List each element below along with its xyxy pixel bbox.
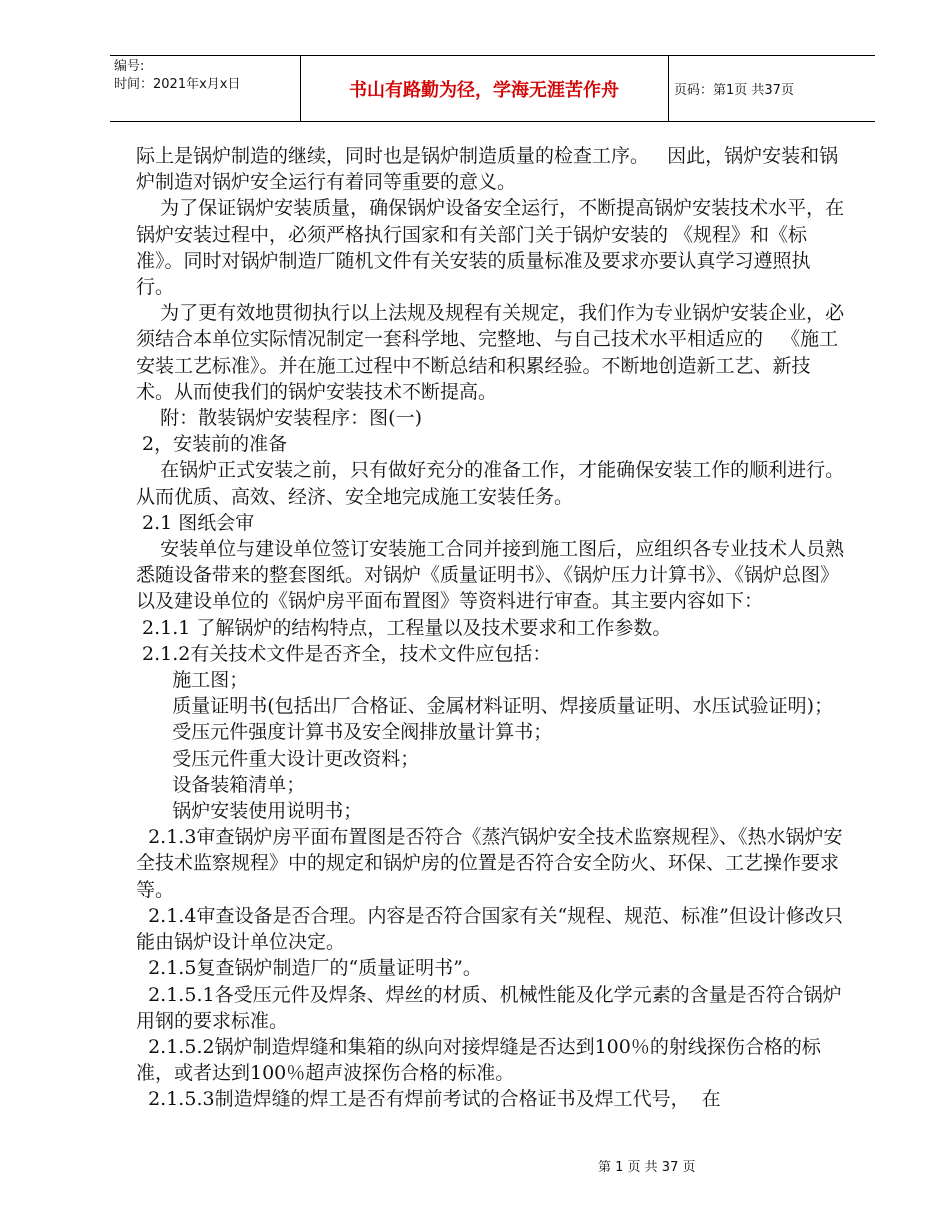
- paragraph: 安装单位与建设单位签订安装施工合同并接到施工图后，应组织各专业技术人员熟悉随设备带来的整套图纸。对锅炉《质量证明书》、《锅炉压力计算书》、《锅炉总图》以及建设单位的《锅炉房平面布置图》等资料进行审查。其主要内容如下：: [136, 538, 845, 613]
- header-meta: [114, 58, 240, 94]
- header-motto: 书山有路勤为径，学海无涯苦作舟: [349, 80, 619, 101]
- paragraph: 附：散装锅炉安装程序：图(一): [136, 407, 422, 430]
- paragraph: 2.1.4审查设备是否合理。内容是否符合国家有关“规程、规范、标准”但设计修改只能由锅炉设计单位决定。: [136, 904, 843, 954]
- document-number-label: 编号:: [114, 59, 145, 74]
- header-bottom-rule: [110, 121, 875, 122]
- paragraph: 2.1.5.2锅炉制造焊缝和集箱的纵向对接焊缝是否达到100％的射线探伤合格的标准，或者达到100％超声波探伤合格的标准。: [136, 1035, 821, 1085]
- list-item: 锅炉安装使用说明书；: [136, 800, 363, 823]
- list-item: 施工图；: [136, 669, 249, 692]
- paragraph: 为了更有效地贯彻执行以上法规及规程有关规定，我们作为专业锅炉安装企业，必须结合本单位实际情况制定一套科学地、完整地、与自己技术水平相适应的 《施工安装工艺标准》。并在施工过程中不断总结和积累经验。不断地创造新工艺、新技术。从而使我们的锅炉安装技术不断提高。: [136, 302, 845, 403]
- document-time-label: 时间：2021年x月x日: [114, 77, 241, 92]
- header-top-rule: [110, 55, 875, 56]
- paragraph: 际上是锅炉制造的继续，同时也是锅炉制造质量的检查工序。 因此，锅炉安装和锅炉制造对锅炉安全运行有着同等重要的意义。: [136, 145, 839, 194]
- paragraph: 为了保证锅炉安装质量，确保锅炉设备安全运行，不断提高锅炉安装技术水平，在锅炉安装过程中，必须严格执行国家和有关部门关于锅炉安装的 《规程》和《标准》。同时对锅炉制造厂随机文件有关安装的质量标准及要求亦要认真学习遵照执行。: [136, 197, 845, 299]
- paragraph: 2.1.5.3制造焊缝的焊工是否有焊前考试的合格证书及焊工代号， 在: [136, 1088, 721, 1111]
- paragraph: 在锅炉正式安装之前，只有做好充分的准备工作，才能确保安装工作的顺利进行。从而优质、高效、经济、安全地完成施工安装任务。: [136, 459, 845, 508]
- document-body: [136, 143, 848, 1113]
- paragraph: 2.1.5.1各受压元件及焊条、焊丝的材质、机械性能及化学元素的含量是否符合锅炉用钢的要求标准。: [136, 983, 842, 1032]
- page-footer: 第 1 页 共 37 页: [598, 1160, 696, 1175]
- paragraph: 2.1.3审查锅炉房平面布置图是否符合《蒸汽锅炉安全技术监察规程》、《热水锅炉安全技术监察规程》中的规定和锅炉房的位置是否符合安全防火、环保、工艺操作要求等。: [136, 826, 843, 901]
- list-item: 受压元件强度计算书及安全阀排放量计算书；: [136, 721, 553, 744]
- section-heading: 2.1 图纸会审: [136, 511, 255, 534]
- header-divider-right: [668, 55, 669, 121]
- section-heading: 2，安装前的准备: [136, 433, 288, 456]
- paragraph: 2.1.5复查锅炉制造厂的“质量证明书”。: [136, 957, 482, 980]
- list-item: 质量证明书(包括出厂合格证、金属材料证明、焊接质量证明、水压试验证明)；: [136, 695, 834, 718]
- paragraph: 2.1.1 了解锅炉的结构特点，工程量以及技术要求和工作参数。: [136, 616, 672, 639]
- header-page-info: 页码：第1页 共37页: [674, 83, 794, 98]
- paragraph: 2.1.2有关技术文件是否齐全，技术文件应包括：: [136, 642, 552, 665]
- list-item: 受压元件重大设计更改资料；: [136, 747, 420, 770]
- list-item: 设备装箱清单；: [136, 773, 306, 796]
- header-divider-left: [300, 55, 301, 121]
